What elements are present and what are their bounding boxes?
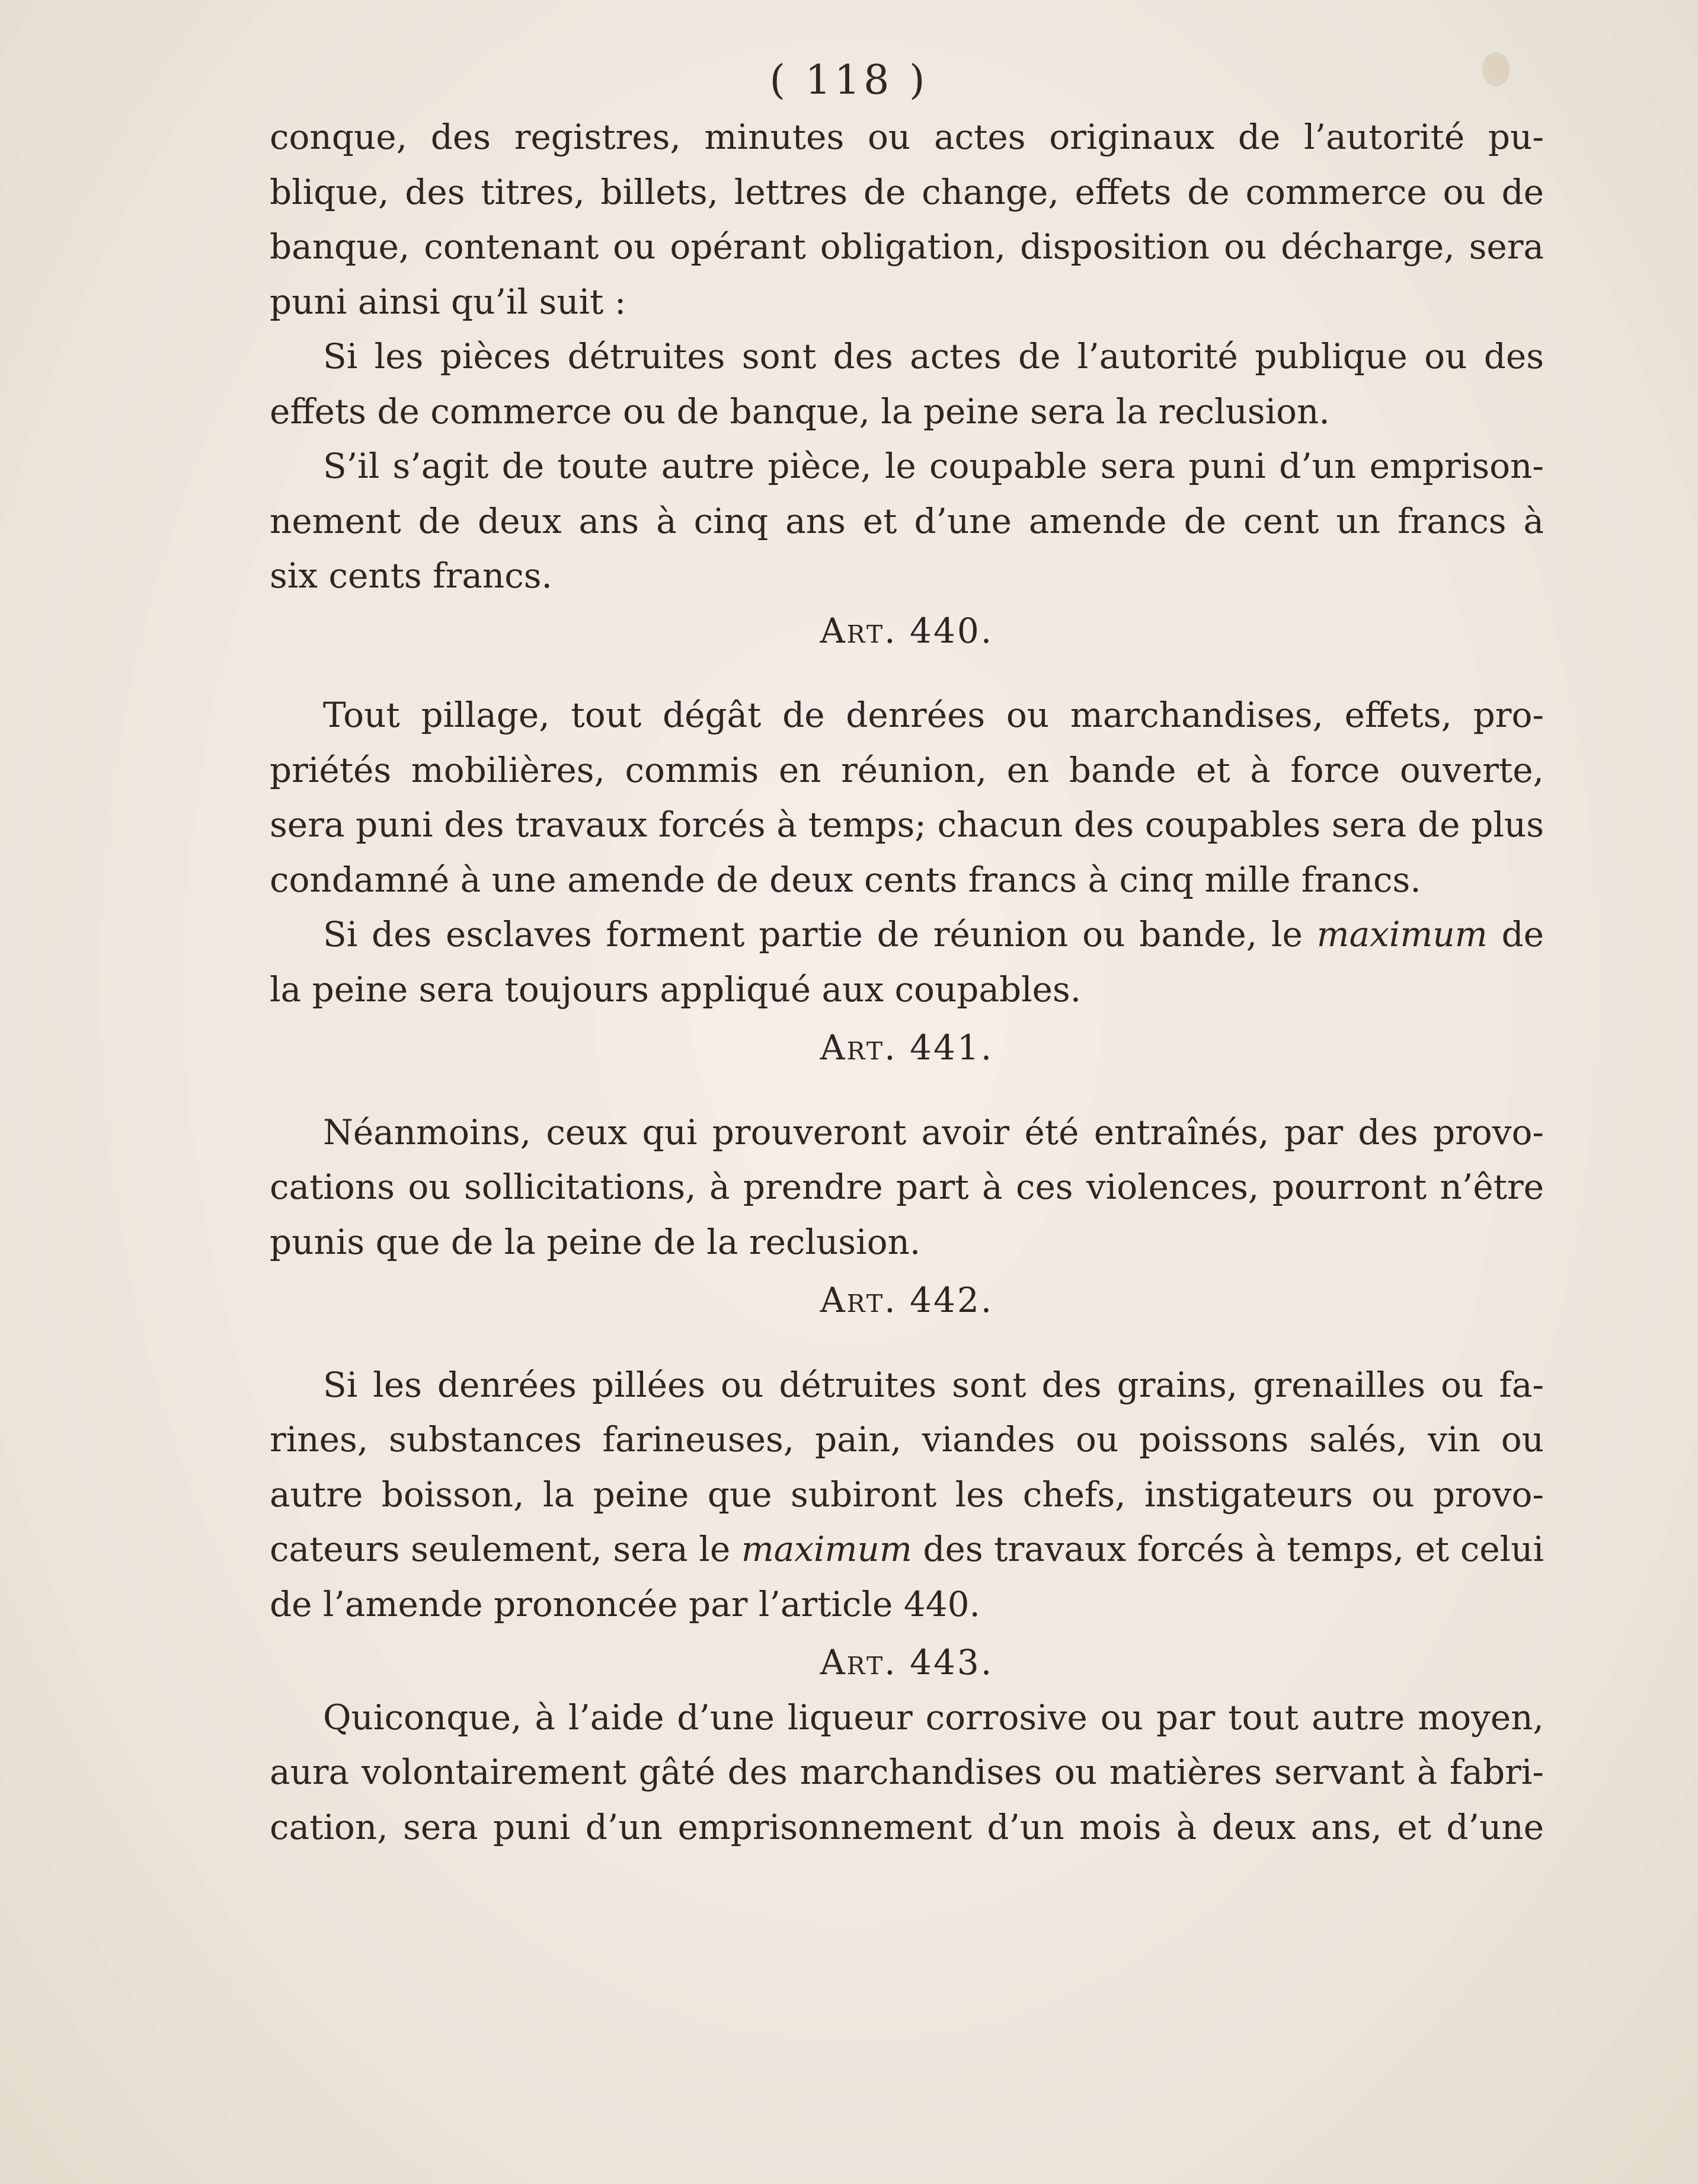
text-line: cations ou sollicitations, à prendre part à ces violences, pourront n’être bbox=[270, 1167, 1544, 1207]
text-line: cateurs seulement, sera le maximum des travaux forcés à temps, et celui bbox=[270, 1529, 1544, 1569]
text-line: effets de commerce ou de banque, la peine sera la reclusion. bbox=[270, 391, 1330, 432]
text-line: la peine sera toujours appliqué aux coupables. bbox=[270, 969, 1082, 1010]
text-line: condamné à une amende de deux cents francs à cinq mille francs. bbox=[270, 859, 1421, 900]
text-line: rines, substances farineuses, pain, viandes ou poissons salés, vin ou bbox=[270, 1419, 1544, 1460]
text-line: Si des esclaves forment partie de réunion ou bande, le maximum de bbox=[323, 914, 1544, 954]
text-line: Tout pillage, tout dégât de denrées ou marchandises, effets, pro- bbox=[323, 695, 1544, 735]
text-line: punis que de la peine de la reclusion. bbox=[270, 1221, 921, 1262]
italic-term: maximum bbox=[1316, 914, 1488, 954]
text-line: nement de deux ans à cinq ans et d’une amende de cent un francs à bbox=[270, 500, 1544, 541]
text-line: autre boisson, la peine que subiront les chefs, instigateurs ou provo- bbox=[270, 1474, 1544, 1515]
article-heading: Art. 441. bbox=[820, 1027, 994, 1068]
text-line: puni ainsi qu’il suit : bbox=[270, 281, 626, 322]
text-line: Si les denrées pillées ou détruites sont des grains, grenailles ou fa- bbox=[323, 1364, 1544, 1405]
text-block bbox=[270, 110, 1544, 1854]
text-line: Quiconque, à l’aide d’une liqueur corrosive ou par tout autre moyen, bbox=[323, 1697, 1544, 1738]
article-heading: Art. 442. bbox=[820, 1280, 994, 1320]
text-line: Néanmoins, ceux qui prouveront avoir été entraînés, par des provo- bbox=[323, 1112, 1544, 1152]
text-line: banque, contenant ou opérant obligation, disposition ou décharge, sera bbox=[270, 226, 1544, 267]
text-line: cation, sera puni d’un emprisonnement d’un mois à deux ans, et d’une bbox=[270, 1806, 1544, 1847]
text-line: sera puni des travaux forcés à temps; chacun des coupables sera de plus bbox=[270, 804, 1544, 845]
article-heading: Art. 440. bbox=[820, 610, 994, 651]
page-number: ( 118 ) bbox=[769, 57, 929, 104]
text-line: blique, des titres, billets, lettres de change, effets de commerce ou de bbox=[270, 171, 1544, 212]
text-line: aura volontairement gâté des marchandises ou matières servant à fabri- bbox=[270, 1752, 1544, 1792]
article-heading: Art. 443. bbox=[820, 1642, 994, 1682]
text-line: priétés mobilières, commis en réunion, en bande et à force ouverte, bbox=[270, 749, 1544, 790]
text-line: conque, des registres, minutes ou actes originaux de l’autorité pu- bbox=[270, 117, 1544, 157]
text-line: S’il s’agit de toute autre pièce, le coupable sera puni d’un emprison- bbox=[323, 446, 1544, 486]
text-line: de l’amende prononcée par l’article 440. bbox=[270, 1583, 980, 1624]
text-line: six cents francs. bbox=[270, 555, 552, 596]
text-line: Si les pièces détruites sont des actes de l’autorité publique ou des bbox=[323, 336, 1544, 376]
italic-term: maximum bbox=[741, 1529, 912, 1569]
